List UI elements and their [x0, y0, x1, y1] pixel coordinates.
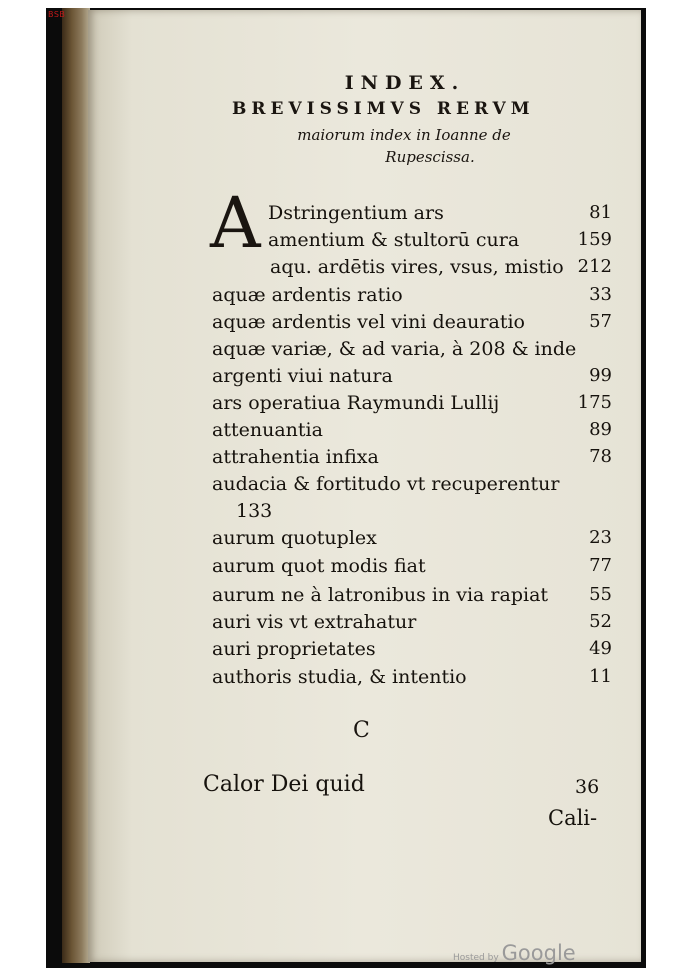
entry-text: aurum ne à latronibus in via rapiat — [212, 584, 549, 606]
index-entry — [268, 229, 612, 255]
hosted-by-watermark — [453, 941, 576, 965]
page-subtitle-line-1: maiorum index in Ioanne de — [297, 126, 511, 144]
catchword: Cali- — [548, 806, 598, 830]
index-entry — [212, 338, 612, 364]
entry-text: audacia & fortitudo vt recuperentur — [212, 473, 560, 495]
watermark-prefix: Hosted by — [453, 953, 499, 963]
index-entry-calor: Calor Dei quid — [203, 772, 365, 797]
entry-text: ars operatiua Raymundi Lullij — [212, 392, 500, 414]
index-entry — [212, 446, 612, 472]
decorated-initial: A — [210, 182, 261, 264]
page-heading-index: INDEX. — [344, 72, 466, 94]
entry-page: 49 — [589, 638, 612, 659]
entry-page: 52 — [589, 611, 612, 632]
index-entry — [212, 365, 612, 391]
entry-text: aurum quotuplex — [212, 527, 377, 549]
index-entry — [212, 473, 612, 499]
entry-page: 33 — [589, 284, 612, 305]
index-entry — [212, 555, 612, 581]
entry-text: attenuantia — [212, 419, 323, 441]
entry-page: 159 — [577, 229, 612, 250]
entry-text: aurum quot modis fiat — [212, 555, 426, 577]
entry-text: auri vis vt extrahatur — [212, 611, 417, 633]
entry-text: auri proprietates — [212, 638, 376, 660]
index-entry — [212, 311, 612, 337]
index-entry — [212, 284, 612, 310]
entry-page: 99 — [589, 365, 612, 386]
index-entry — [236, 500, 336, 526]
index-entry — [268, 202, 612, 228]
entry-page: 89 — [589, 419, 612, 440]
entry-text: Dstringentium ars — [268, 202, 444, 224]
section-letter: C — [353, 718, 370, 743]
entry-page-calor: 36 — [575, 776, 600, 798]
index-entry — [212, 392, 612, 418]
page-subtitle-line-2: Rupescissa. — [385, 148, 475, 166]
entry-text: 133 — [236, 500, 273, 522]
index-entry — [212, 527, 612, 553]
library-stamp: BSB — [48, 10, 66, 19]
entry-text: amentium & stultorū cura — [268, 229, 520, 251]
index-entry — [212, 611, 612, 637]
entry-page: 78 — [589, 446, 612, 467]
index-entry — [212, 666, 612, 692]
entry-text: aqu. ardētis vires, vsus, mistio — [270, 256, 564, 278]
page-heading-title: BREVISSIMVS RERVM — [232, 99, 535, 119]
entry-page: 81 — [589, 202, 612, 223]
entry-page: 212 — [577, 256, 612, 277]
entry-text: aquæ variæ, & ad varia, à 208 & inde — [212, 338, 577, 360]
entry-page: 77 — [589, 555, 612, 576]
entry-text: authoris studia, & intentio — [212, 666, 467, 688]
index-entry — [212, 584, 612, 610]
index-entry — [270, 256, 612, 282]
entry-text: aquæ ardentis vel vini deauratio — [212, 311, 525, 333]
entry-page: 55 — [589, 584, 612, 605]
entry-text: attrahentia infixa — [212, 446, 379, 468]
google-logo: Google — [501, 941, 576, 965]
entry-text: argenti viui natura — [212, 365, 393, 387]
entry-page: 23 — [589, 527, 612, 548]
entry-text: aquæ ardentis ratio — [212, 284, 403, 306]
index-entry — [212, 419, 612, 445]
index-entry — [212, 638, 612, 664]
entry-page: 57 — [589, 311, 612, 332]
entry-page: 11 — [589, 666, 612, 687]
entry-page: 175 — [577, 392, 612, 413]
